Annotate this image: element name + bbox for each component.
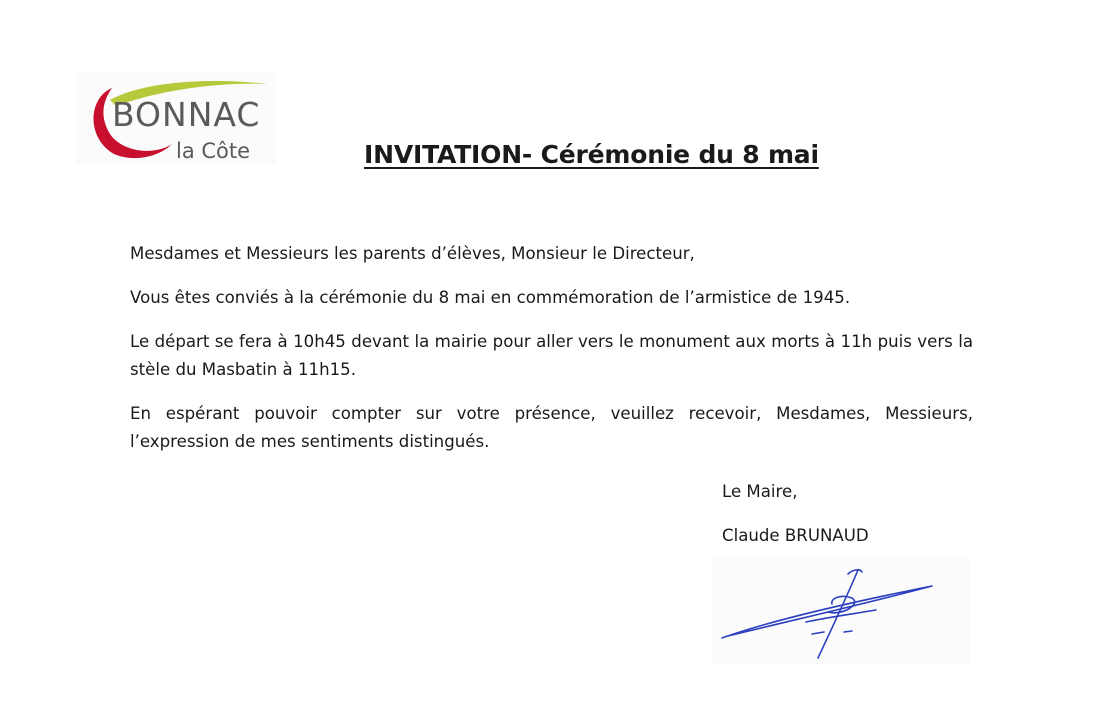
signoff-role: Le Maire, <box>722 482 798 501</box>
signature-drawing <box>712 558 970 664</box>
schedule-paragraph: Le départ se fera à 10h45 devant la mairie pour aller vers le monument aux morts à 11h puis vers la stèle du Masbatin à 11h15. <box>130 332 973 379</box>
page-title: INVITATION- Cérémonie du 8 mai <box>364 140 819 169</box>
invitation-paragraph: Vous êtes conviés à la cérémonie du 8 mai en commémoration de l’armistice de 1945. <box>130 288 851 307</box>
closing-paragraph: En espérant pouvoir compter sur votre présence, veuillez recevoir, Mesdames, Messieurs, l’expression de mes sentiments distingués. <box>130 404 973 451</box>
signoff-name: Claude BRUNAUD <box>722 526 869 545</box>
greeting-paragraph: Mesdames et Messieurs les parents d’élèves, Monsieur le Directeur, <box>130 244 695 263</box>
logo-emblem <box>76 72 276 164</box>
logo-name-sub: la Côte <box>176 139 251 163</box>
bonnac-logo <box>76 72 276 164</box>
signoff-block <box>722 478 869 566</box>
logo-name-main: BONNAC <box>112 95 261 134</box>
letter-body <box>130 240 973 472</box>
handwritten-signature <box>712 558 970 664</box>
